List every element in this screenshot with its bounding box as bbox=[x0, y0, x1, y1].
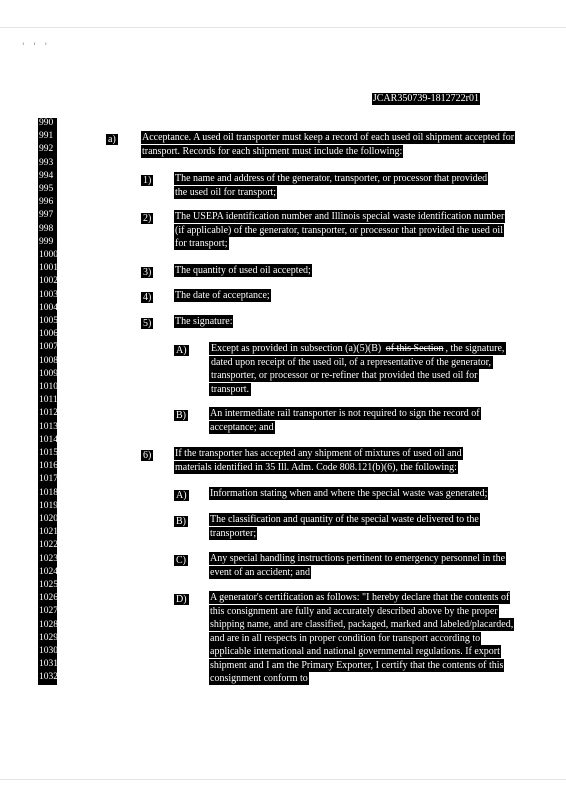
line-number: 1023 bbox=[39, 553, 58, 564]
line-number: 1004 bbox=[39, 302, 58, 313]
item-text: Acceptance. A used oil transporter must keep a record of each used oil shipment accepted for transport. Records for each shipment must include the following: bbox=[142, 132, 515, 157]
item-text: The name and address of the generator, transporter, or processor that provided the used oil for transport; bbox=[175, 173, 488, 198]
line-number: 1025 bbox=[39, 580, 58, 590]
item-text: Information stating when and where the special waste was generated; bbox=[210, 488, 488, 499]
line-number: 1014 bbox=[39, 434, 58, 445]
line-number: 1006 bbox=[39, 329, 58, 340]
item-text: An intermediate rail transporter is not required to sign the record of acceptance; and bbox=[210, 408, 480, 433]
item-label: 5) bbox=[143, 318, 152, 329]
item-label: 4) bbox=[143, 292, 152, 303]
line-number: 1011 bbox=[39, 395, 58, 406]
line-number: 1018 bbox=[39, 487, 58, 498]
line-number: 997 bbox=[39, 210, 54, 221]
item-label: D) bbox=[176, 594, 187, 605]
line-number: 994 bbox=[39, 170, 54, 181]
item-text: Any special handling instructions pertinent to emergency personnel in the event of an accident; and bbox=[210, 553, 506, 578]
line-number: 1001 bbox=[39, 263, 58, 274]
item-label: 1) bbox=[143, 175, 152, 186]
line-number: 1020 bbox=[39, 514, 58, 524]
line-number: 999 bbox=[39, 236, 54, 247]
line-number: 1029 bbox=[39, 632, 58, 643]
item-text: The quantity of used oil accepted; bbox=[175, 265, 311, 276]
line-number: 1019 bbox=[39, 500, 58, 511]
line-number: 1024 bbox=[39, 566, 58, 577]
line-number: 1008 bbox=[39, 355, 58, 366]
document-id: JCAR350739-1812722r01 bbox=[372, 93, 479, 104]
line-number: 1016 bbox=[39, 461, 58, 472]
line-number: 1005 bbox=[39, 316, 58, 326]
line-number: 1003 bbox=[39, 289, 58, 300]
line-number: 998 bbox=[39, 223, 54, 234]
item-label: C) bbox=[176, 555, 186, 566]
line-number: 995 bbox=[39, 184, 54, 194]
item-text: Except as provided in subsection (a)(5)(B) of this Section , the signature, dated upon receipt of the used oil, of a representative of the generator, transporter, or processor or re-refiner that provided the used oil for transport. bbox=[211, 343, 505, 395]
item-label: 6) bbox=[143, 450, 152, 461]
line-number: 990 bbox=[39, 118, 54, 128]
line-number: 1028 bbox=[39, 619, 58, 630]
top-page-rule bbox=[0, 27, 566, 28]
line-number: 1013 bbox=[39, 421, 58, 432]
line-number: 1015 bbox=[39, 448, 58, 458]
line-number: 1022 bbox=[39, 540, 58, 551]
item-text: A generator's certification as follows: "I hereby declare that the contents of this consignment are fully and accurately described above by the proper shipping name, and are classified, packaged, marked and labeled/placarded, and are in all respects in proper condition for transport according to applicable international and national governmental regulations. If export shipment and I am the Primary Exporter, I certify that the contents of this consignment conform to bbox=[210, 592, 514, 684]
line-number: 1027 bbox=[39, 606, 58, 617]
line-number: 1009 bbox=[39, 368, 58, 379]
line-number: 1026 bbox=[39, 593, 58, 604]
line-number: 1000 bbox=[39, 250, 58, 260]
line-number: 1002 bbox=[39, 276, 58, 287]
line-number: 1031 bbox=[39, 659, 58, 670]
struck-text: of this Section bbox=[385, 343, 444, 354]
line-number: 1021 bbox=[39, 527, 58, 538]
item-text: The date of acceptance; bbox=[175, 290, 270, 301]
item-label: A) bbox=[176, 345, 187, 356]
item-text: The classification and quantity of the special waste delivered to the transporter; bbox=[210, 514, 479, 539]
item-label: a) bbox=[108, 134, 116, 145]
item-text: If the transporter has accepted any shipment of mixtures of used oil and materials identified in 35 Ill. Adm. Code 808.121(b)(6), the following: bbox=[175, 448, 462, 473]
line-number: 1012 bbox=[39, 408, 58, 419]
bottom-page-rule bbox=[0, 779, 566, 780]
margin-mark: ' ' ' bbox=[22, 42, 51, 52]
item-label: B) bbox=[176, 410, 186, 421]
line-number: 1032 bbox=[39, 672, 58, 683]
item-label: A) bbox=[176, 490, 187, 501]
item-label: 3) bbox=[143, 267, 152, 278]
item-text: The signature: bbox=[175, 316, 233, 327]
line-number: 993 bbox=[39, 157, 54, 168]
item-label: B) bbox=[176, 516, 186, 527]
item-text: The USEPA identification number and Illinois special waste identification number (if applicable) of the generator, transporter, or processor that provided the used oil for transport; bbox=[175, 211, 505, 249]
line-number: 996 bbox=[39, 197, 54, 208]
line-number: 992 bbox=[39, 144, 54, 155]
item-label: 2) bbox=[143, 213, 152, 224]
line-number: 1010 bbox=[39, 382, 58, 392]
line-number: 1017 bbox=[39, 474, 58, 485]
line-number: 1030 bbox=[39, 646, 58, 656]
line-number: 1007 bbox=[39, 342, 58, 353]
line-number: 991 bbox=[39, 131, 54, 142]
